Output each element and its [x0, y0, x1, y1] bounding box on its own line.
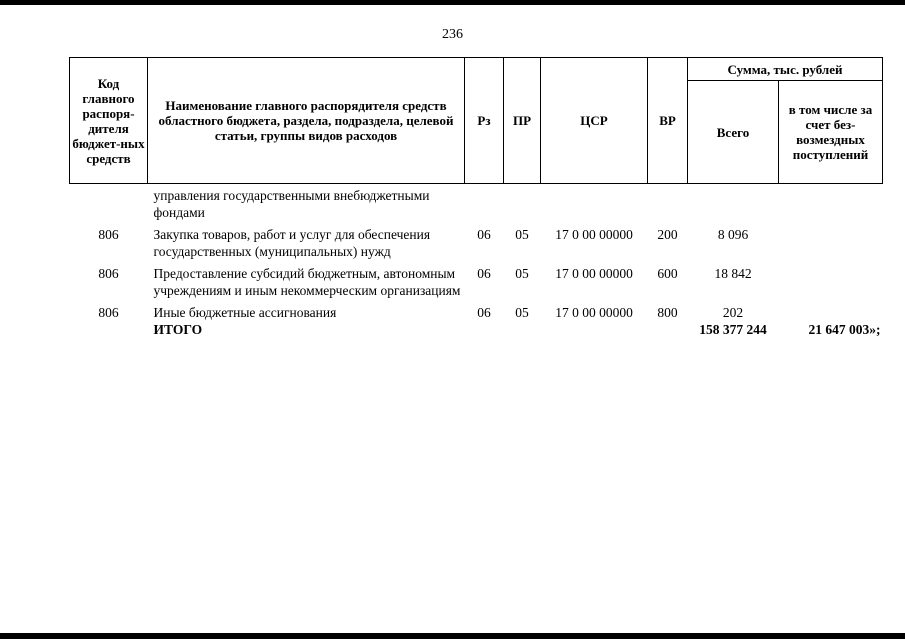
csr-cell: 17 0 00 00000: [555, 305, 633, 320]
vr-cell: 600: [657, 266, 678, 281]
header-name: Наименование главного распорядителя средств областного бюджета, раздела, подраздела, целевой статьи, группы видов расходов: [148, 58, 465, 184]
header-vr: ВР: [648, 58, 688, 184]
code-cell: [70, 184, 148, 222]
name-cell: Закупка товаров, работ и услуг для обеспечения государственных (муниципальных) нужд: [153, 227, 431, 259]
header-csr: ЦСР: [541, 58, 648, 184]
total-row-empty: [648, 321, 688, 338]
grant-cell: [779, 299, 883, 321]
rz-cell: 06: [477, 266, 491, 281]
vr-cell: 800: [657, 305, 678, 320]
header-sum-group: Сумма, тыс. рублей: [688, 58, 883, 81]
rz-cell: 06: [477, 227, 491, 242]
grant-cell: [779, 184, 883, 222]
total-cell: 8 096: [717, 227, 749, 242]
total-row-empty: [465, 321, 504, 338]
total-cell: 202: [722, 305, 744, 320]
csr-cell: [541, 184, 648, 222]
csr-cell: 17 0 00 00000: [555, 266, 633, 281]
total-row-code-cell: [70, 321, 148, 338]
total-row-empty: [504, 321, 541, 338]
table-row: [70, 299, 883, 321]
total-row-label: ИТОГО: [153, 322, 203, 337]
name-cell: Иные бюджетные ассигнования: [153, 305, 337, 320]
header-rz: Рз: [465, 58, 504, 184]
total-row-empty: [541, 321, 648, 338]
page-number: 236: [442, 27, 463, 42]
header-total: Всего: [688, 81, 779, 184]
grant-cell: [779, 260, 883, 299]
bottom-border-rule: [0, 633, 905, 639]
csr-cell: 17 0 00 00000: [555, 227, 633, 242]
code-cell: 806: [98, 227, 119, 242]
table-row: [70, 260, 883, 299]
header-pr: ПР: [504, 58, 541, 184]
table-row: [70, 221, 883, 260]
vr-cell: [648, 184, 688, 222]
total-cell: [688, 184, 779, 222]
pr-cell: [504, 184, 541, 222]
name-cell: управления государственными внебюджетными фондами: [153, 188, 430, 220]
header-grant: в том числе за счет без-возмездных поступлений: [779, 81, 883, 184]
total-row: [70, 321, 883, 338]
budget-table: [69, 57, 883, 338]
top-border-rule: [0, 0, 905, 5]
total-row-grant: 21 647 003»;: [808, 322, 881, 337]
vr-cell: 200: [657, 227, 678, 242]
total-row-total: 158 377 244: [699, 322, 767, 337]
grant-cell: [779, 221, 883, 260]
code-cell: 806: [98, 305, 119, 320]
name-cell: Предоставление субсидий бюджетным, автономным учреждениям и иным некоммерческим организациям: [153, 266, 461, 298]
total-cell: 18 842: [714, 266, 752, 281]
header-row-top: [70, 58, 883, 81]
pr-cell: 05: [515, 227, 529, 242]
rz-cell: [465, 184, 504, 222]
header-code: Код главного распоря-дителя бюджет-ных средств: [70, 58, 148, 184]
code-cell: 806: [98, 266, 119, 281]
table-row: [70, 184, 883, 222]
pr-cell: 05: [515, 305, 529, 320]
rz-cell: 06: [477, 305, 491, 320]
pr-cell: 05: [515, 266, 529, 281]
table-body: [70, 184, 883, 339]
